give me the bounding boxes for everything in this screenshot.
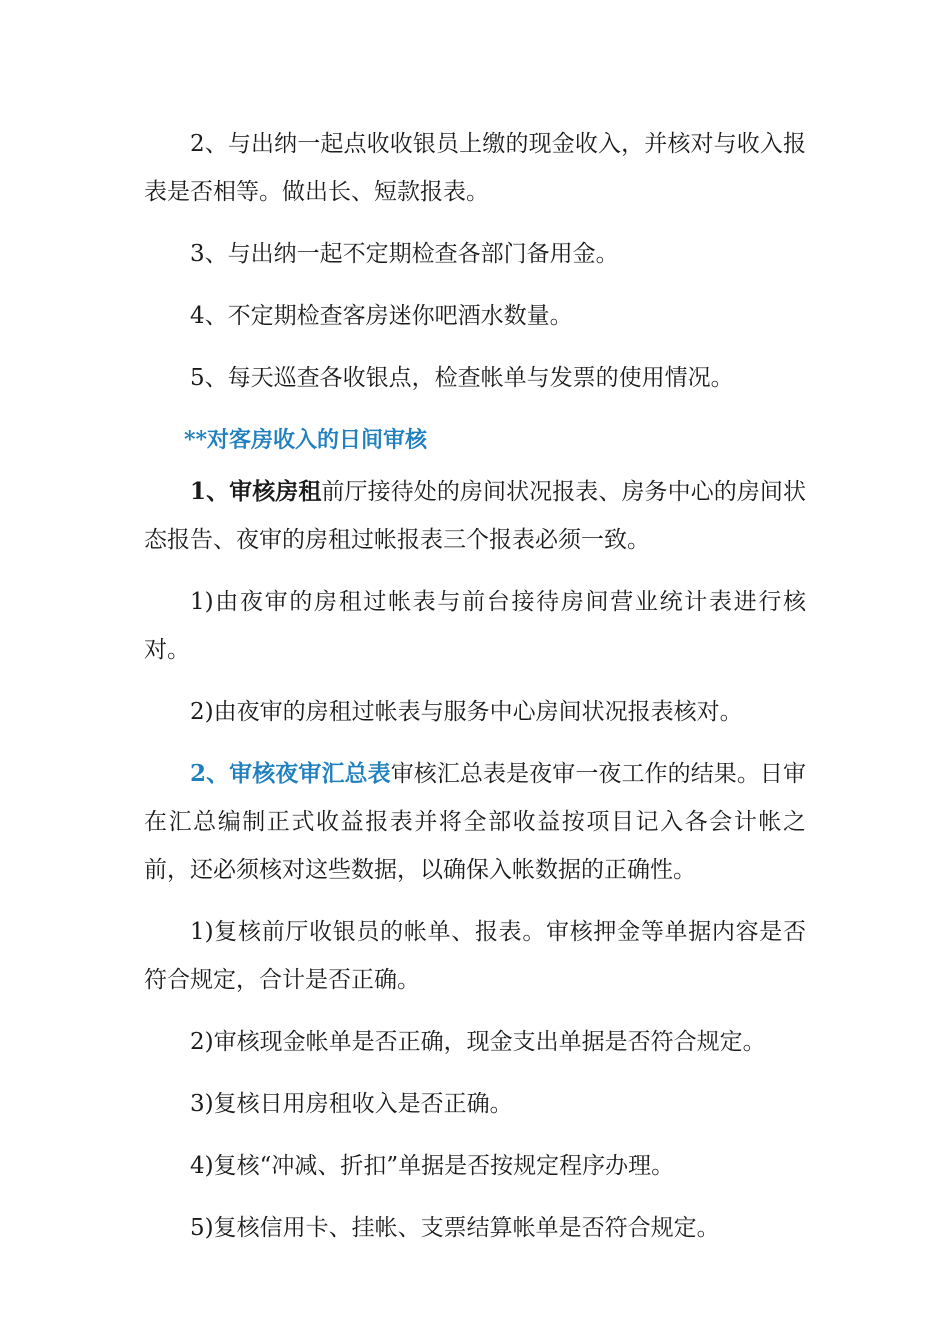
item2-sub-3: 3)复核日用房租收入是否正确。 [190, 1091, 513, 1117]
item2-lead: 2、审核夜审汇总表 [190, 760, 391, 787]
item1-sub-1: 1)由夜审的房租过帐表与前台接待房间营业统计表进行核对。 [144, 589, 806, 663]
item1-lead: 1、审核房租 [190, 478, 322, 505]
paragraph-minibar: 4、不定期检查客房迷你吧酒水数量。 [190, 303, 573, 329]
item2-text: 审核汇总表是夜审一夜工作的结果。日审在汇总编制正式收益报表并将全部收益按项目记入各会计帐之前，还必须核对这些数据，以确保入帐数据的正确性。 [144, 761, 807, 883]
item2-paragraph [144, 750, 806, 894]
document-page [144, 120, 806, 1266]
item1-paragraph [144, 468, 806, 564]
item2-sub-2: 2)审核现金帐单是否正确，现金支出单据是否符合规定。 [190, 1029, 766, 1055]
item1-text: 前厅接待处的房间状况报表、房务中心的房间状态报告、夜审的房租过帐报表三个报表必须一致。 [144, 479, 806, 553]
paragraph-cashier-inspection: 5、每天巡查各收银点，检查帐单与发票的使用情况。 [190, 365, 734, 391]
item2-sub-5: 5)复核信用卡、挂帐、支票结算帐单是否符合规定。 [190, 1215, 720, 1241]
item2-sub-4: 4)复核“冲减、折扣”单据是否按规定程序办理。 [190, 1153, 675, 1179]
paragraph-petty-cash: 3、与出纳一起不定期检查各部门备用金。 [190, 241, 619, 267]
item1-sub-2: 2)由夜审的房租过帐表与服务中心房间状况报表核对。 [190, 699, 743, 725]
section-heading: **对客房收入的日间审核 [184, 427, 428, 453]
item2-sub-1: 1)复核前厅收银员的帐单、报表。审核押金等单据内容是否符合规定，合计是否正确。 [144, 919, 806, 993]
paragraph-cashier-revenue: 2、与出纳一起点收收银员上缴的现金收入，并核对与收入报表是否相等。做出长、短款报表。 [144, 131, 806, 205]
